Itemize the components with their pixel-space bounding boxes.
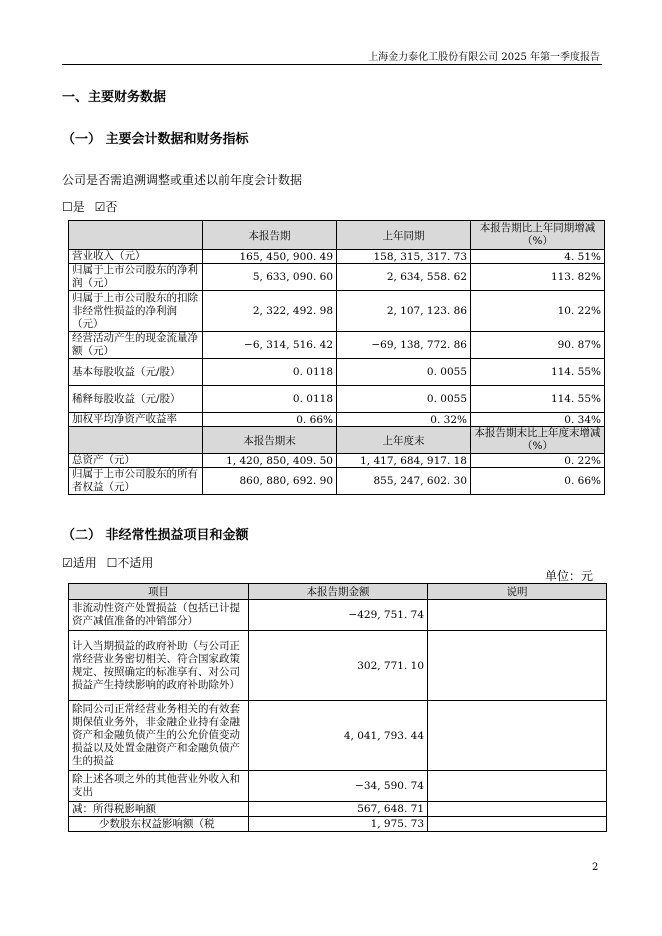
table-row bbox=[69, 600, 607, 631]
note-cell bbox=[428, 802, 607, 817]
amount-cell: 302, 771. 10 bbox=[249, 631, 428, 701]
section-title: 一、主要财务数据 bbox=[62, 90, 167, 105]
key-financial-table bbox=[68, 220, 605, 495]
table-row bbox=[69, 386, 605, 413]
header-cell: 本报告期末 bbox=[203, 427, 337, 454]
amount-cell: 1, 975. 73 bbox=[249, 817, 428, 832]
table-header-row bbox=[69, 427, 605, 454]
table-row bbox=[69, 631, 607, 701]
header-rule bbox=[62, 64, 602, 65]
table-row bbox=[69, 264, 605, 291]
table-header-row bbox=[69, 584, 607, 600]
item-cell: 除上述各项之外的其他营业外收入和支出 bbox=[69, 771, 249, 802]
row-label: 归属于上市公司股东的所有者权益（元） bbox=[69, 468, 203, 495]
header-cell: 本报告期比上年同期增减（%） bbox=[471, 221, 605, 250]
restate-question: 公司是否需追溯调整或重述以前年度会计数据 bbox=[62, 173, 303, 187]
table-row bbox=[69, 468, 605, 495]
header-cell: 本报告期末比上年度末增减（%） bbox=[471, 427, 605, 454]
subsection-title-1: （一） 主要会计数据和财务指标 bbox=[62, 132, 249, 147]
amount-cell: −34, 590. 74 bbox=[249, 771, 428, 802]
value-cell: 2, 107, 123. 86 bbox=[337, 291, 471, 332]
value-cell: 0. 22% bbox=[471, 454, 605, 468]
item-cell: 非流动性资产处置损益（包括已计提资产减值准备的冲销部分） bbox=[69, 600, 249, 631]
table-row bbox=[69, 701, 607, 771]
subsection-title-2: （二） 非经常性损益项目和金额 bbox=[62, 528, 249, 543]
header-cell: 项目 bbox=[69, 584, 249, 600]
checkbox-empty-icon[interactable]: ☐ bbox=[62, 200, 73, 214]
value-cell: 113. 82% bbox=[471, 264, 605, 291]
header-cell: 本报告期 bbox=[203, 221, 337, 250]
table-row bbox=[69, 291, 605, 332]
value-cell: 1, 420, 850, 409. 50 bbox=[203, 454, 337, 468]
row-label: 总资产（元） bbox=[69, 454, 203, 468]
option-not-applicable-label: 不适用 bbox=[117, 556, 154, 570]
note-cell bbox=[428, 600, 607, 631]
amount-cell: −429, 751. 74 bbox=[249, 600, 428, 631]
value-cell: 0. 0055 bbox=[337, 386, 471, 413]
note-cell bbox=[428, 817, 607, 832]
value-cell: 0. 32% bbox=[337, 413, 471, 427]
table-row bbox=[69, 817, 607, 832]
item-cell: 少数股东权益影响额（税 bbox=[69, 817, 249, 832]
amount-cell: 4, 041, 793. 44 bbox=[249, 701, 428, 771]
item-cell: 减：所得税影响额 bbox=[69, 802, 249, 817]
value-cell: 165, 450, 900. 49 bbox=[203, 250, 337, 264]
value-cell: 10. 22% bbox=[471, 291, 605, 332]
note-cell bbox=[428, 631, 607, 701]
header-cell bbox=[69, 221, 203, 250]
note-cell bbox=[428, 771, 607, 802]
non-recurring-items-table bbox=[68, 583, 607, 832]
value-cell: −69, 138, 772. 86 bbox=[337, 332, 471, 359]
option-yes-label: 是 bbox=[72, 200, 85, 214]
amount-cell: 567, 648. 71 bbox=[249, 802, 428, 817]
value-cell: 90. 87% bbox=[471, 332, 605, 359]
checkbox-empty-icon[interactable]: ☐ bbox=[106, 556, 118, 570]
value-cell: 5, 633, 090. 60 bbox=[203, 264, 337, 291]
value-cell: 0. 66% bbox=[203, 413, 337, 427]
note-cell bbox=[428, 701, 607, 771]
row-label: 归属于上市公司股东的净利润（元） bbox=[69, 264, 203, 291]
checkbox-checked-icon[interactable]: ☑ bbox=[62, 556, 73, 570]
row-label: 基本每股收益（元/股） bbox=[69, 359, 203, 386]
value-cell: −6, 314, 516. 42 bbox=[203, 332, 337, 359]
header-cell: 上年同期 bbox=[337, 221, 471, 250]
row-label: 加权平均净资产收益率 bbox=[69, 413, 203, 427]
restate-options bbox=[62, 198, 117, 215]
page-number: 2 bbox=[592, 862, 599, 873]
value-cell: 0. 66% bbox=[471, 468, 605, 495]
checkbox-checked-icon[interactable]: ☑ bbox=[94, 200, 106, 214]
applicable-options bbox=[62, 554, 153, 571]
page-header: 上海金力泰化工股份有限公司 2025 年第一季度报告 bbox=[368, 52, 600, 63]
header-cell bbox=[69, 427, 203, 454]
row-label: 经营活动产生的现金流量净额（元） bbox=[69, 332, 203, 359]
table-header-row bbox=[69, 221, 605, 250]
table-row bbox=[69, 359, 605, 386]
value-cell: 4. 51% bbox=[471, 250, 605, 264]
table-row bbox=[69, 454, 605, 468]
value-cell: 0. 34% bbox=[471, 413, 605, 427]
table-row bbox=[69, 771, 607, 802]
table-row bbox=[69, 250, 605, 264]
item-cell: 除同公司正常经营业务相关的有效套期保值业务外，非金融企业持有金融资产和金融负债产生的公允价值变动损益以及处置金融资产和金融负债产生的损益 bbox=[69, 701, 249, 771]
value-cell: 114. 55% bbox=[471, 359, 605, 386]
value-cell: 0. 0118 bbox=[203, 359, 337, 386]
value-cell: 114. 55% bbox=[471, 386, 605, 413]
table-row bbox=[69, 802, 607, 817]
header-cell: 说明 bbox=[428, 584, 607, 600]
header-cell: 本报告期金额 bbox=[249, 584, 428, 600]
row-label: 营业收入（元） bbox=[69, 250, 203, 264]
item-cell: 计入当期损益的政府补助（与公司正常经营业务密切相关、符合国家政策规定、按照确定的标准享有、对公司损益产生持续影响的政府补助除外） bbox=[69, 631, 249, 701]
header-cell: 上年度末 bbox=[337, 427, 471, 454]
value-cell: 2, 634, 558. 62 bbox=[337, 264, 471, 291]
table-row bbox=[69, 413, 605, 427]
table-row bbox=[69, 332, 605, 359]
row-label: 稀释每股收益（元/股） bbox=[69, 386, 203, 413]
value-cell: 855, 247, 602. 30 bbox=[337, 468, 471, 495]
value-cell: 0. 0118 bbox=[203, 386, 337, 413]
value-cell: 158, 315, 317. 73 bbox=[337, 250, 471, 264]
value-cell: 1, 417, 684, 917. 18 bbox=[337, 454, 471, 468]
unit-label: 单位：元 bbox=[545, 569, 594, 583]
option-applicable-label: 适用 bbox=[72, 556, 97, 570]
option-no-label: 否 bbox=[105, 200, 118, 214]
value-cell: 2, 322, 492. 98 bbox=[203, 291, 337, 332]
value-cell: 0. 0055 bbox=[337, 359, 471, 386]
value-cell: 860, 880, 692. 90 bbox=[203, 468, 337, 495]
row-label: 归属于上市公司股东的扣除非经常性损益的净利润（元） bbox=[69, 291, 203, 332]
